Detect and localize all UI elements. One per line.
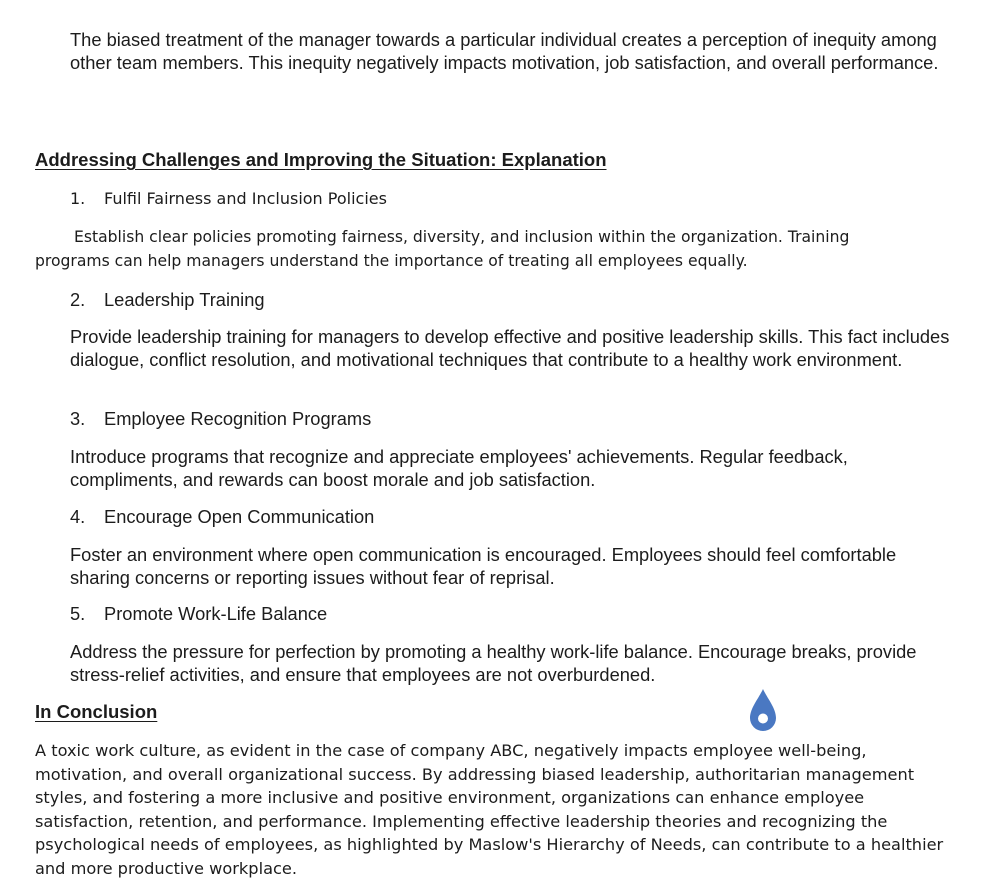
list-item-1-label: Fulfil Fairness and Inclusion Policies [104, 189, 387, 208]
list-item-3-number: 3. [70, 408, 86, 429]
list-item-1-number: 1. [70, 189, 86, 208]
list-item-2-label: Leadership Training [104, 289, 265, 310]
list-item-3-title [70, 408, 371, 431]
list-item-5-label: Promote Work-Life Balance [104, 603, 328, 624]
section-heading: Addressing Challenges and Improving the Situation: Explanation [35, 149, 607, 170]
list-item-5-number: 5. [70, 603, 86, 624]
list-item-1-body-part1: Establish clear policies promoting fairness, diversity, and inclusion within the organization. Training [74, 228, 850, 246]
list-item-5-body: Address the pressure for perfection by promoting a healthy work-life balance. Encourage breaks, provide stress-relief activities, and ensure that employees are not overburdened. [70, 641, 917, 685]
conclusion-heading: In Conclusion [35, 701, 158, 722]
list-item-1-title [70, 187, 387, 211]
water-drop-icon[interactable] [748, 687, 778, 733]
list-item-5-title [70, 603, 327, 626]
list-item-1-body-part2: programs can help managers understand the importance of treating all employees equally. [35, 251, 748, 270]
list-item-4-label: Encourage Open Communication [104, 506, 375, 527]
conclusion-paragraph: A toxic work culture, as evident in the case of company ABC, negatively impacts employee well-being, motivation, and overall organizational success. By addressing biased leadership, authoritarian management styles, and fostering a more inclusive and positive environment, organizations can enhance employee satisfaction, retention, and performance. Implementing effective leadership theories and recognizing the psychological needs of employees, as highlighted by Maslow's Hierarchy of Needs, can contribute to a healthier and more productive workplace. [35, 741, 944, 878]
list-item-2-title [70, 289, 265, 312]
list-item-3-label: Employee Recognition Programs [104, 408, 372, 429]
list-item-1-body [35, 226, 945, 273]
list-item-4-body: Foster an environment where open communication is encouraged. Employees should feel comfortable sharing concerns or reporting issues without fear of reprisal. [70, 544, 897, 588]
list-item-2-body: Provide leadership training for managers to develop effective and positive leadership skills. This fact includes dialogue, conflict resolution, and motivational techniques that contribute to a healthy work environment. [70, 326, 950, 370]
list-item-3-body: Introduce programs that recognize and appreciate employees' achievements. Regular feedback, compliments, and rewards can boost morale and job satisfaction. [70, 446, 848, 490]
intro-paragraph: The biased treatment of the manager towards a particular individual creates a perception of inequity among other team members. This inequity negatively impacts motivation, job satisfaction, and overall performance. [70, 29, 939, 73]
list-item-4-title [70, 506, 374, 529]
list-item-4-number: 4. [70, 506, 86, 527]
list-item-2-number: 2. [70, 289, 86, 310]
